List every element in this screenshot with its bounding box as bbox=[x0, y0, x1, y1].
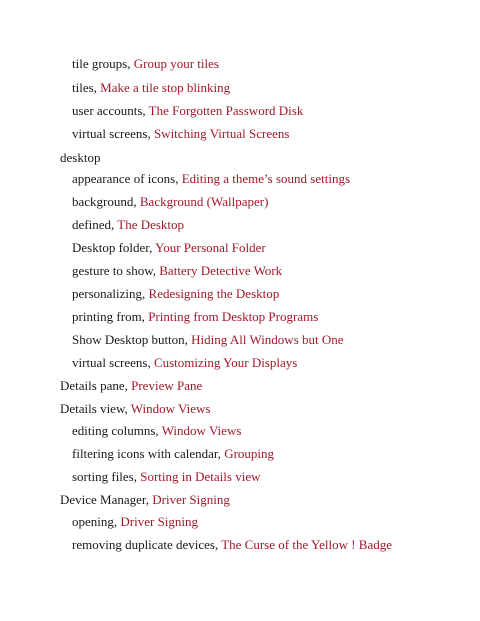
index-link[interactable]: Battery Detective Work bbox=[159, 263, 283, 278]
index-link[interactable]: Make a tile stop blinking bbox=[100, 80, 231, 95]
index-entry bbox=[72, 240, 266, 256]
index-entry bbox=[72, 126, 289, 142]
index-link[interactable]: Sorting in Details view bbox=[140, 469, 261, 484]
index-link[interactable]: Group your tiles bbox=[133, 56, 219, 71]
index-link[interactable]: Preview Pane bbox=[131, 378, 203, 393]
index-entry bbox=[72, 263, 282, 279]
index-link[interactable]: Grouping bbox=[224, 446, 275, 461]
index-link[interactable]: Switching Virtual Screens bbox=[153, 126, 290, 141]
index-entry bbox=[72, 286, 279, 302]
index-entry bbox=[72, 80, 230, 96]
index-entry bbox=[60, 378, 202, 394]
index-term: Desktop folder, bbox=[72, 240, 156, 255]
index-entry bbox=[72, 332, 344, 348]
index-link[interactable]: Customizing Your Displays bbox=[153, 355, 298, 370]
index-term: filtering icons with calendar, bbox=[72, 446, 225, 461]
index-entry bbox=[72, 171, 350, 187]
index-link[interactable]: Printing from Desktop Programs bbox=[148, 309, 319, 324]
index-entry bbox=[72, 469, 261, 485]
index-link[interactable]: Redesigning the Desktop bbox=[148, 286, 280, 301]
index-term: background, bbox=[72, 194, 140, 209]
index-link[interactable]: The Forgotten Password Disk bbox=[148, 103, 304, 118]
index-term: Show Desktop button, bbox=[72, 332, 192, 347]
index-term: sorting files, bbox=[72, 469, 141, 484]
index-link[interactable]: Driver Signing bbox=[120, 514, 199, 529]
index-link[interactable]: Your Personal Folder bbox=[155, 240, 266, 255]
index-term: virtual screens, bbox=[72, 126, 154, 141]
index-entry bbox=[60, 401, 210, 417]
index-entry bbox=[72, 309, 318, 325]
index-entry bbox=[72, 537, 392, 553]
index-term: printing from, bbox=[72, 309, 149, 324]
index-term: desktop bbox=[60, 150, 101, 165]
index-term: tile groups, bbox=[72, 56, 134, 71]
index-entry bbox=[72, 103, 303, 119]
index-link[interactable]: Editing a theme’s sound settings bbox=[181, 171, 350, 186]
index-term: gesture to show, bbox=[72, 263, 160, 278]
index-term: virtual screens, bbox=[72, 355, 154, 370]
index-entry bbox=[72, 56, 219, 72]
index-entry bbox=[72, 217, 184, 233]
index-entry bbox=[72, 423, 241, 439]
index-term: user accounts, bbox=[72, 103, 149, 118]
index-link[interactable]: Hiding All Windows but One bbox=[191, 332, 344, 347]
index-link[interactable]: Driver Signing bbox=[152, 492, 230, 507]
index-term: Details view, bbox=[60, 401, 131, 416]
index-entry bbox=[60, 492, 230, 508]
index-heading bbox=[60, 150, 100, 166]
index-link[interactable]: The Curse of the Yellow ! Badge bbox=[221, 537, 392, 552]
index-link[interactable]: Window Views bbox=[161, 423, 242, 438]
index-link[interactable]: Window Views bbox=[130, 401, 211, 416]
index-term: opening, bbox=[72, 514, 121, 529]
index-term: appearance of icons, bbox=[72, 171, 182, 186]
index-entry bbox=[72, 355, 297, 371]
index-term: editing columns, bbox=[72, 423, 162, 438]
index-term: personalizing, bbox=[72, 286, 149, 301]
index-term: Device Manager, bbox=[60, 492, 153, 507]
index-term: defined, bbox=[72, 217, 118, 232]
index-link[interactable]: Background (Wallpaper) bbox=[139, 194, 269, 209]
index-link[interactable]: The Desktop bbox=[117, 217, 185, 232]
index-entry bbox=[72, 514, 198, 530]
index-term: removing duplicate devices, bbox=[72, 537, 222, 552]
index-term: Details pane, bbox=[60, 378, 132, 393]
index-entry bbox=[72, 194, 268, 210]
index-entry bbox=[72, 446, 274, 462]
index-term: tiles, bbox=[72, 80, 101, 95]
